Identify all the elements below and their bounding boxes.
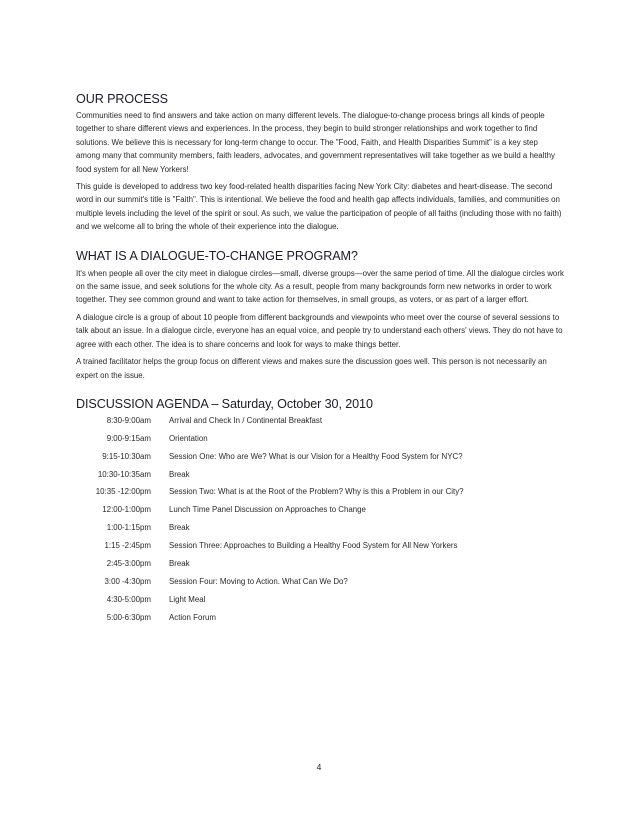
agenda-activity: Session Four: Moving to Action. What Can We Do? — [169, 576, 348, 586]
agenda-row — [76, 595, 464, 613]
our-process-heading: OUR PROCESS — [76, 92, 168, 106]
agenda-activity: Break — [169, 559, 190, 569]
dialogue-program-paragraph-1: It's when people all over the city meet in dialogue circles—small, diverse groups—over the same period of time. All the dialogue circles work on the same issue, and seek solutions for the whole city. As a result, people from many backgrounds form new networks in order to work together. They see common ground and want to take action for themselves, in small groups, as voters, or as part of a larger effort. — [76, 268, 564, 305]
agenda-row — [76, 470, 464, 488]
agenda-activity: Session Three: Approaches to Building a Healthy Food System for All New Yorkers — [169, 541, 458, 551]
agenda-activity: Session Two: What is at the Root of the Problem? Why is this a Problem in our City? — [169, 487, 464, 497]
agenda-activity: Arrival and Check In / Continental Breakfast — [169, 415, 323, 425]
agenda-row — [76, 505, 464, 523]
agenda-row — [76, 523, 464, 541]
agenda-activity: Action Forum — [169, 612, 216, 622]
agenda-time: 8:30-9:00am — [106, 415, 151, 425]
page-content — [76, 92, 564, 646]
agenda-row — [76, 487, 464, 505]
agenda-time: 10:35 -12:00pm — [95, 487, 151, 497]
agenda-time: 2:45-3:00pm — [106, 559, 151, 569]
agenda-time: 12:00-1:00pm — [102, 505, 151, 515]
agenda-row — [76, 434, 464, 452]
dialogue-program-paragraph-3: A trained facilitator helps the group focus on different views and makes sure the discussion goes well. This person is not necessarily an expert on the issue. — [76, 357, 547, 380]
our-process-paragraph-2: This guide is developed to address two key food-related health disparities facing New York City: diabetes and heart-disease. The second word in our summit's title is "Faith". This is intentional. We believe the food and health gap affects individuals, families, and communities on multiple levels including the level of the spirit or soul. As such, we value the participation of people of all faiths (including those with no faith) and we welcome all to bring the whole of their experience into the dialogue. — [76, 182, 562, 232]
agenda-table — [76, 416, 464, 631]
agenda-time: 4:30-5:00pm — [106, 594, 151, 604]
agenda-row — [76, 559, 464, 577]
agenda-activity: Break — [169, 523, 190, 533]
dialogue-program-section — [76, 249, 564, 382]
dialogue-program-paragraph-2: A dialogue circle is a group of about 10 people from different backgrounds and viewpoints who meet over the course of several sessions to talk about an issue. In a dialogue circle, everyone has an equal voice, and people try to understand each others' views. They do not have to agree with each other. The idea is to share concerns and look for ways to make things better. — [76, 312, 563, 349]
agenda-section — [76, 397, 564, 631]
agenda-time: 9:00-9:15am — [106, 433, 151, 443]
agenda-row — [76, 577, 464, 595]
agenda-activity: Session One: Who are We? What is our Vision for a Healthy Food System for NYC? — [169, 451, 463, 461]
our-process-paragraph-1: Communities need to find answers and take action on many different levels. The dialogue-to-change process brings all kinds of people together to share different views and experiences. In the process, they begin to build stronger relationships and work together to find solutions. We believe this is necessary for long-term change to occur. The "Food, Faith, and Health Disparities Summit" is a key step among many that community members, faith leaders, advocates, and government representatives will take together as we build a healthy food system for all New Yorkers! — [76, 111, 555, 174]
dialogue-program-heading: WHAT IS A DIALOGUE-TO-CHANGE PROGRAM? — [76, 248, 358, 263]
agenda-row — [76, 541, 464, 559]
agenda-activity: Orientation — [169, 433, 208, 443]
agenda-activity: Lunch Time Panel Discussion on Approaches to Change — [169, 505, 366, 515]
agenda-time: 3:00 -4:30pm — [104, 576, 151, 586]
agenda-row — [76, 452, 464, 470]
agenda-time: 1:00-1:15pm — [106, 523, 151, 533]
agenda-time: 1:15 -2:45pm — [104, 541, 151, 551]
page-number: 4 — [316, 762, 322, 772]
agenda-row — [76, 613, 464, 631]
agenda-time: 9:15-10:30am — [102, 451, 151, 461]
agenda-activity: Break — [169, 469, 190, 479]
agenda-time: 5:00-6:30pm — [106, 612, 151, 622]
agenda-time: 10:30-10:35am — [97, 469, 151, 479]
agenda-activity: Light Meal — [169, 594, 206, 604]
our-process-section — [76, 92, 564, 234]
agenda-row — [76, 416, 464, 434]
agenda-heading: DISCUSSION AGENDA – Saturday, October 30, 2010 — [76, 396, 373, 411]
